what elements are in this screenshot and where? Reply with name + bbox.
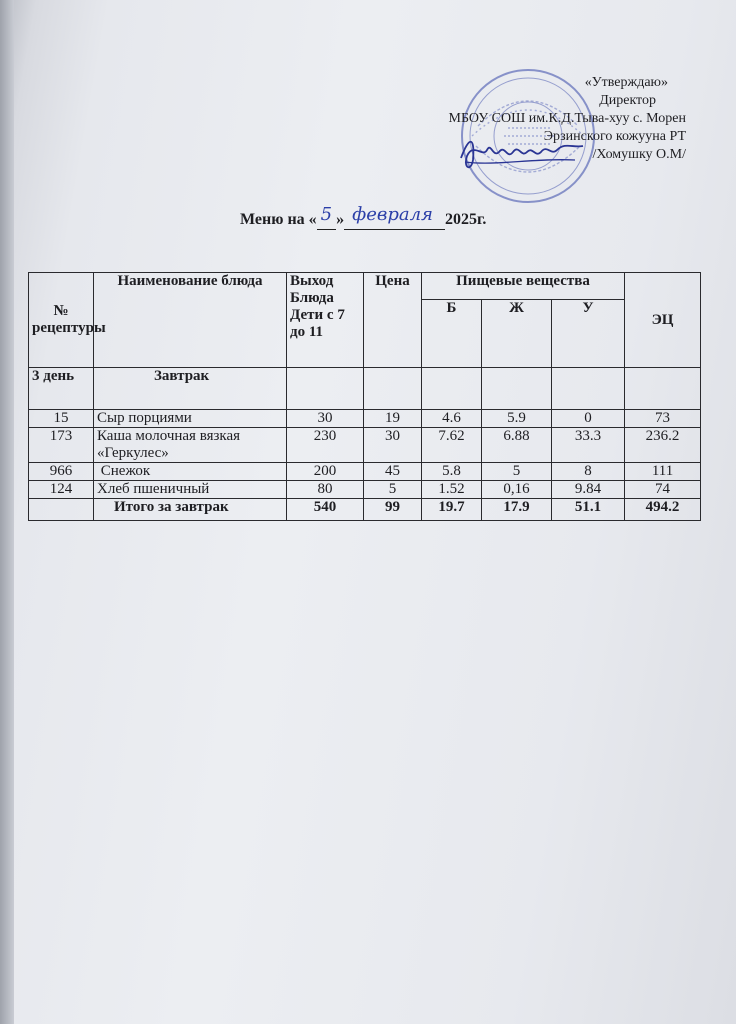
cell-price: 45 bbox=[364, 463, 422, 481]
title-year: 2025г. bbox=[444, 211, 487, 228]
approval-region: Эрзинского кожууна РТ bbox=[543, 129, 686, 144]
cell-ec: 74 bbox=[625, 481, 701, 499]
section-row bbox=[29, 368, 701, 410]
cell-dish: Хлеб пшеничный bbox=[94, 481, 287, 499]
cell-zh: 5 bbox=[482, 463, 552, 481]
header-zh: Ж bbox=[482, 300, 552, 368]
cell-dish: Снежок bbox=[94, 463, 287, 481]
cell-b: 4.6 bbox=[422, 410, 482, 428]
approval-approve: «Утверждаю» bbox=[584, 75, 668, 90]
header-price: Цена bbox=[364, 273, 422, 368]
cell-u: 9.84 bbox=[552, 481, 625, 499]
cell-dish: Сыр порциями bbox=[94, 410, 287, 428]
total-row bbox=[29, 499, 701, 521]
cell-b: 1.52 bbox=[422, 481, 482, 499]
cell-dish: Каша молочная вязкая «Геркулес» bbox=[94, 428, 287, 463]
cell-u: 8 bbox=[552, 463, 625, 481]
header-u: У bbox=[552, 300, 625, 368]
total-u: 51.1 bbox=[552, 499, 625, 521]
approval-block bbox=[406, 74, 686, 164]
cell-yield: 80 bbox=[287, 481, 364, 499]
table-row bbox=[29, 463, 701, 481]
total-b: 19.7 bbox=[422, 499, 482, 521]
section-day: 3 день bbox=[29, 368, 94, 410]
cell-b: 7.62 bbox=[422, 428, 482, 463]
approval-school: МБОУ СОШ им.К.Д.Тыва-хуу с. Морен bbox=[448, 111, 686, 126]
title-day-line bbox=[317, 204, 336, 230]
cell-u: 0 bbox=[552, 410, 625, 428]
cell-yield: 230 bbox=[287, 428, 364, 463]
header-ec: ЭЦ bbox=[625, 273, 701, 368]
cell-yield: 30 bbox=[287, 410, 364, 428]
menu-table bbox=[28, 272, 701, 521]
table-row bbox=[29, 428, 701, 463]
cell-ec: 236.2 bbox=[625, 428, 701, 463]
title-month-line bbox=[344, 204, 445, 230]
header-b: Б bbox=[422, 300, 482, 368]
section-meal: Завтрак bbox=[94, 368, 287, 410]
cell-zh: 6.88 bbox=[482, 428, 552, 463]
cell-recipe: 173 bbox=[29, 428, 94, 463]
title-prefix: Меню на « bbox=[240, 211, 317, 228]
table-row bbox=[29, 481, 701, 499]
header-recipe: № рецептуры bbox=[29, 273, 94, 368]
paper-edge bbox=[0, 0, 14, 1024]
total-zh: 17.9 bbox=[482, 499, 552, 521]
title-mid: » bbox=[336, 211, 345, 228]
total-yield: 540 bbox=[287, 499, 364, 521]
cell-zh: 5.9 bbox=[482, 410, 552, 428]
total-ec: 494.2 bbox=[625, 499, 701, 521]
approval-name: /Хомушку О.М/ bbox=[592, 147, 686, 162]
cell-price: 5 bbox=[364, 481, 422, 499]
cell-zh: 0,16 bbox=[482, 481, 552, 499]
header-nutrients: Пищевые вещества bbox=[422, 273, 625, 300]
approval-position: Директор bbox=[599, 93, 656, 108]
cell-b: 5.8 bbox=[422, 463, 482, 481]
title-month: февраля bbox=[352, 204, 433, 225]
cell-ec: 111 bbox=[625, 463, 701, 481]
cell-ec: 73 bbox=[625, 410, 701, 428]
total-label: Итого за завтрак bbox=[94, 499, 287, 521]
table-row bbox=[29, 410, 701, 428]
cell-yield: 200 bbox=[287, 463, 364, 481]
cell-price: 19 bbox=[364, 410, 422, 428]
cell-recipe: 966 bbox=[29, 463, 94, 481]
menu-title bbox=[240, 204, 487, 230]
header-dish: Наименование блюда bbox=[94, 273, 287, 368]
total-price: 99 bbox=[364, 499, 422, 521]
cell-recipe: 15 bbox=[29, 410, 94, 428]
cell-price: 30 bbox=[364, 428, 422, 463]
cell-recipe: 124 bbox=[29, 481, 94, 499]
header-yield: Выход Блюда Дети с 7 до 11 bbox=[287, 273, 364, 368]
title-day: 5 bbox=[320, 204, 333, 225]
cell-u: 33.3 bbox=[552, 428, 625, 463]
